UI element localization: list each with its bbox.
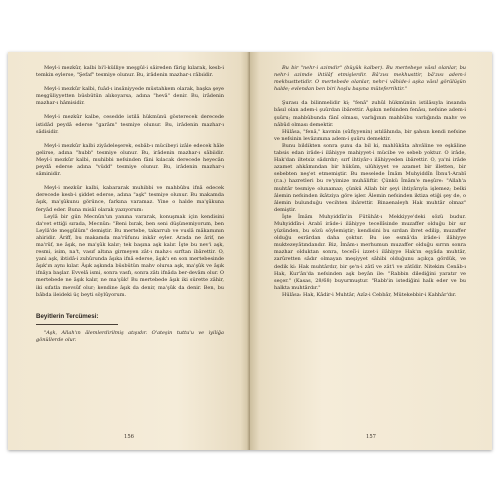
paragraph: Hülâsa, "fenâ," kavmin (sûfiyyenin) ıstılâhında, bir şahsın kendi nefsine ve nefsinin levâzımına adem-i şuûru demektir. [274, 128, 466, 142]
paragraph: Bunu bildikten sonra şunu da bil ki, mahlûkâta ahvâline ve eşkâline tabsis edan irâde-i ilâhiyye mahiyyet-i mücibe ve sebeb yoktur. O irâde, Hak'dan iltetsiz sâdırdır; sırf ihtiyâr-ı ilâhiyyeden ibârettir. O, ya'ni irâde azamet ahkâmından bir hükûm, ulûhiyyet ve azamet bir illetten, bir sebebten neş'et etmemiştir. Bu meselede İmâm Muhyiddîn İbnu'l-Arabî (r.a.) hazretleri bu re'yimize muhâliftir. Çünkü İmâm'e meşûre: "Allah'a muhtâr tesmiye olunamaz; çünkü Allah bir şeyi ihtiyârıyla işlemez; belki âlemin nefsinden ikâtziya göre işler. Âlemin nefsinden iktiza etiği şey de, o âlemin bulunduğu vecihten ibârettir. Binaenaleyh Hak muhtâr olmaz" demiştir. [274, 142, 466, 213]
verse-translation: "Aşk, Allah'ın âlemlerdirilmiş atışıdır. O'ateşin tuttu'u ve iyiliğa gönüllerde olur. [36, 330, 224, 344]
verse-translation: Bu bir "nehr-i azimdir" (büyük kalber). Bu mertebeye vâsıl olanlar, bu nehr-i azimde ihtilâf etmişlerdir. Bâ'zısı mekhusttir, bâ'zısı adem-i mekhusttetidir. O mertebede olanlar, nehr-i vâhide-i aşka vâsıl görülüşün halde; evlendan ben biri hoşlu başına müteferriktir." [274, 65, 466, 93]
paragraph: Leylâ bir gün Mecnûn'un yanına vararak, konuşmak için kendisini da'vet ettiği sırada, Mecnûn: "Beni bırak, ben seni düşünemiyorum, ben Leylâ'de meşgûlüm" demiştir. Bu mertebe, takarrub ve vuslâ mâkamının ahiridir. Âriff, bu makamda ma'rûfunu inkâr eyler. Arada ne ârif, ne ma'rûf, ne âşık, ne ma'şûk kalır; tek başına aşk kalır. İşte bu nev'i aşk, resmi, isim, na't, vasıf altına girmeyen zât-ı mahz-ı sırftan ibârettir. O, yani aşk, ibtidâ-i zuhûrunda âşıka ifnâ ederse, âşık'ı en son mertebesinde âşık'ın aynı kılar. Âşık aşkında büsbütün mahv olursa aşk, ma'şûk ve âşık ifnâya başlar. Evvelâ ismi, sonra vasfı, sonra zâtı ifnâda ber-devâm olur. O mertebede ne âşık kalır, ne ma'şûk! Bu mertebede âşık iki sürette zâhir, iki sıfatla mevsûf olur; kendine âşık da denir, ma'şûk da denir. Ben, bu bâbda ileideki üç beyti söylûyorum. [36, 213, 224, 298]
left-page [8, 52, 250, 450]
paragraph: Meyl-i mezkûr kalbi, kabararak muhibbi ve mahbûbu ifnâ edecek derecede kesb-i şiddet ederse, adına "aşk" tesmiye olunur. Bu makamda âşık, ma'şûkunu görünce, farkına varamaz. Yine o halde ma'şûkuna feryâd eder. Buna misâl olarak yazıyorum: [36, 185, 224, 213]
open-book-spread [8, 52, 492, 450]
page-number: 156 [124, 434, 134, 440]
section-title-rule [36, 324, 118, 325]
paragraph: Meyl-i mezkûr, kalbi bi'l-külliye meşgûl-i sâireden fârig kılarak, kesb-i temkin eylerse, "Şefaf" tesmiye olunur. Bu, irâdenin mazhar-ı râbıidir. [36, 65, 224, 79]
paragraph: İşte İmâm Muhyiddîn'in Fütûhât-ı Mekkiyye'deki sözü budur. Muhyiddîn-i Arabî irâde-i ilâhiyye tecellîsinde muzaffer olduğu bir sır yüzünden, bu sözü söylemiştir; kendisini bu sırdan ibret edilip, muzaffer olduğu esrârdan daha çoktur. Bu ise esmâ'da irâde-i ilâhiyye muktezeyâtındandır. Biz, İmâm-ı merhumun muzaffer olduğu sırrın sonra mazhar olduktan sonra, teceîî-i izzet-i ilâhiyye Hak'ın eşyâda muhtâr, zarûretten sâdır olmayan meşiyyet sâhibi olduğunu açıkça gördük, ve dedik ki: Hak muhtârdır, bir şe'n-i zâtî ve zât'i ve zâtîdir. Nitekim Cenâb-ı Hak, Kur'ân'da nefsinden aşk beyân ile: "Rabbin dilediğini yaratır ve seçer." (Kasas, 28/68) buyurmuştur. "Rabb'in istediğini halk eder ve bu halkta muhtârdır." [274, 213, 466, 291]
paragraph: Şurası da bilinmelidir ki; "fenâ" zuhûl hükmünün istilâsıyla insanda bâsıl olan adem-i şuûrdan ibârettir. Âşıkın nefsinden fenâsı, nefsine adem-i şuûru; mahbûbunda fânî olması, varlığının mahbûbu varlığında mahv ve nâbûd olması demektir. [274, 100, 466, 128]
paragraph: Hülâsa: Hak, Kâdir-i Muhtâr, Azîz-i Cebbâr, Mütekebbir-i Kahhâr'dır. [282, 291, 457, 298]
section-title: Beyitlerin Tercümesi: [36, 312, 99, 320]
page-number: 157 [366, 434, 376, 440]
right-page [250, 52, 492, 450]
paragraph: Meyl-i mezkûr kalbi, fuâd-ı insâniyyede müstahkem olarak, başka şeye meşgûliyyetten büsbütün alıkoyarsa, adına "hevâ" denir. Bu, irâdenin mazhar-ı hâmisidir. [36, 86, 224, 107]
paragraph: Meyl-i mezkûr kalbe, cesedde istilâ hükmünü gösterecek derecede istidâd peydâ ederse "garâm" tesmiye olunur. Bu, irâdenin mazhar-ı sâdisidir. [36, 114, 224, 135]
paragraph: Meyl-i mezkûr kalbi ziyâdeleşerek, esbâb-ı mücibeyi izâle edecek hâle gelirse, adına "hubb" tesmiye olunur. Bu, irâdenin mazhar-ı sâbiidir. Meyl-i mezkûr kalbi, muhibbi nefsinden fâni kılacak derecede heyecân peydâ ederse adına "vüdd" tesmiye olunur. Bu, irâdenin mazhar-ı sâminidir. [36, 142, 224, 178]
